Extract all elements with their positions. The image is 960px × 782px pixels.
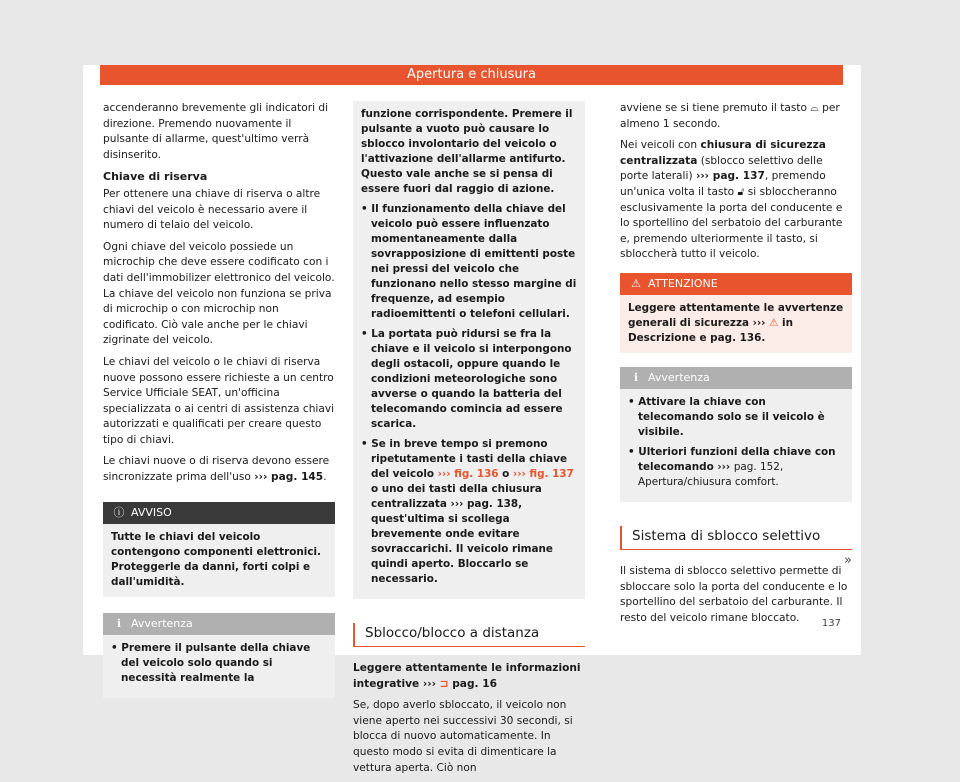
list-item: • Premere il pulsante della chiave del veicolo solo quando si necessità realmente la bbox=[111, 641, 311, 684]
avviso-body: Tutte le chiavi del veicolo contengono componenti elettronici. Proteggerle da danni, forti colpi e dall'umidità. bbox=[111, 530, 322, 588]
info-square-icon: ℹ bbox=[116, 616, 122, 630]
text: La portata può ridursi se fra la chiave e il veicolo si interpongono degli ostacoli, oppure quando le condizioni meteorologiche sono avverse o quando la batteria del telecomando comincia ad essere scarica. bbox=[371, 328, 572, 430]
page-link[interactable]: pag. 16 bbox=[448, 677, 497, 690]
avvertenza-title: Avvertenza bbox=[648, 370, 710, 384]
paragraph: Il sistema di sblocco selettivo permette di sbloccare solo la porta del conducente e lo sportellino del serbatoio del carburante. Il resto del veicolo rimane bloccato. bbox=[620, 564, 848, 624]
text: . bbox=[323, 471, 327, 484]
car-unlock-icon: ⌓ bbox=[810, 102, 819, 114]
text: avviene se si tiene premuto il tasto bbox=[620, 102, 811, 114]
avvertenza-header bbox=[103, 613, 335, 635]
page-link[interactable]: ››› pag. 137 bbox=[695, 170, 765, 183]
avviso-title: AVVISO bbox=[131, 505, 172, 519]
avviso-box bbox=[103, 502, 335, 597]
text: chiusura di sicurezza centralizzata bbox=[620, 139, 826, 167]
avviso-header bbox=[103, 502, 335, 524]
page-link[interactable]: pag. 152, Apertura/chiusura comfort. bbox=[638, 460, 784, 488]
list-item: • La portata può ridursi se fra la chiave e il veicolo si interpongono degli ostacoli, oppure quando le condizioni meteorologiche sono avverse o quando la batteria del telecomando comincia ad essere scarica. bbox=[361, 328, 572, 430]
paragraph: accenderanno brevemente gli indicatori di direzione. Premendo nuovamente il pulsante di allarme, quest'ultimo verrà disinserito. bbox=[103, 102, 329, 161]
paragraph bbox=[620, 101, 852, 132]
paragraph: Se, dopo averlo sbloccato, il veicolo non viene aperto nei successivi 30 secondi, si blocca di nuovo automaticamente. In questo modo si evita di dimenticare la vettura aperta. Ciò non bbox=[353, 699, 573, 774]
column-2 bbox=[353, 101, 585, 782]
avvertenza-box bbox=[103, 613, 335, 698]
text: Leggere attentamente le avvertenze generali di sicurezza ››› bbox=[628, 301, 844, 329]
page-link[interactable]: ››› pag. 145 bbox=[254, 471, 324, 484]
text: Se in breve tempo si premono ripetutamente i tasti della chiave del veicolo bbox=[371, 438, 568, 480]
text: Leggere attentamente le informazioni integrative ››› bbox=[353, 662, 581, 690]
attenzione-header bbox=[620, 273, 852, 295]
paragraph: Ogni chiave del veicolo possiede un microchip che deve essere codificato con i dati dell'immobilizer elettronico del veicolo. La chiave del veicolo non funziona se priva di microchip o con microchip non codificato. Ciò vale anche per le chiavi zigrinate del veicolo. bbox=[103, 240, 335, 347]
text: si sbloccheranno esclusivamente la porta del conducente e lo sportellino del serbatoio del carburante e, premendo ulteriormente il tasto, si sbloccherà tutto il veicolo. bbox=[620, 185, 843, 261]
avvertenza-body bbox=[620, 389, 852, 502]
text: in Descrizione e pag. 136. bbox=[628, 316, 793, 344]
document-page bbox=[83, 65, 861, 774]
list-item: • Se in breve tempo si premono ripetutamente i tasti della chiave del veicolo ››› fig. 136 o ››› fig. 137 o uno dei tasti della chiusura centralizzata ››› pag. 138, quest'ultima si scollega brevemente onde evitare sovraccarichi. Il veicolo rimane quindi aperto. Bloccarlo se necessario. bbox=[361, 438, 574, 585]
attenzione-body bbox=[620, 295, 852, 353]
figure-link[interactable]: ››› fig. 136 bbox=[437, 468, 499, 480]
text: Le chiavi nuove o di riserva devono essere sincronizzate prima dell'uso bbox=[103, 455, 330, 484]
text: Attivare la chiave con telecomando solo se il veicolo è visibile. bbox=[638, 395, 825, 438]
warning-triangle-icon: ⚠ bbox=[631, 276, 641, 290]
warning-triangle-icon: ⚠ bbox=[769, 316, 779, 329]
section-title-sblocco-selettivo: Sistema di sblocco selettivo bbox=[620, 526, 852, 550]
paragraph: Per ottenere una chiave di riserva o altre chiavi del veicolo è necessario avere il numero di telaio del veicolo. bbox=[103, 187, 321, 232]
heading-chiave-riserva: Chiave di riserva bbox=[103, 170, 208, 184]
intro-paragraph bbox=[353, 661, 585, 692]
text: , premendo un'unica volta il tasto bbox=[620, 170, 826, 198]
column-1 bbox=[103, 101, 335, 698]
paragraph: Le chiavi del veicolo o le chiavi di riserva nuove possono essere richieste a un centro Service Ufficiale SEAT, un'officina specializzata o ai centri di assistenza chiavi autorizzati e qualificati per creare questo tipo di chiavi. bbox=[103, 355, 335, 446]
text: Premere il pulsante della chiave del veicolo solo quando si necessità realmente la bbox=[121, 641, 311, 684]
page-header: Apertura e chiusura bbox=[100, 65, 843, 85]
section-title-sblocco-blocco: Sblocco/blocco a distanza bbox=[353, 623, 585, 647]
list-item: • Attivare la chiave con telecomando solo se il veicolo è visibile. bbox=[628, 395, 825, 438]
info-square-icon: ℹ bbox=[633, 370, 639, 384]
paragraph bbox=[103, 454, 335, 485]
text: o bbox=[498, 468, 513, 480]
avvertenza-body bbox=[103, 635, 335, 698]
page-number: 137 bbox=[821, 618, 841, 629]
avvertenza-title: Avvertenza bbox=[131, 616, 193, 630]
attenzione-box bbox=[620, 273, 852, 353]
text: (sblocco selettivo delle porte laterali) bbox=[620, 154, 823, 183]
column-3 bbox=[620, 101, 852, 632]
list-item: • Ulteriori funzioni della chiave con telecomando ››› pag. 152, Apertura/chiusura comfort. bbox=[628, 445, 836, 488]
text: Nei veicoli con bbox=[620, 139, 701, 152]
paragraph bbox=[620, 138, 852, 263]
list-item: • Il funzionamento della chiave del veicolo può essere influenzato momentaneamente dalla sovrapposizione di emittenti poste nei pressi del veicolo che funzionano nello stesso margine di frequenze, ad esempio radioemittenti o telefoni cellulari. bbox=[361, 203, 577, 320]
info-circle-icon: ⓘ bbox=[113, 505, 125, 519]
text: per almeno 1 secondo. bbox=[620, 102, 840, 130]
text: o uno dei tasti della chiusura centralizzata ››› pag. 138, quest'ultima si scollega brevemente onde evitare sovraccarichi. Il veicolo rimane quindi aperto. Bloccarlo se necessario. bbox=[371, 483, 553, 585]
continue-marker: » bbox=[844, 553, 852, 568]
paragraph: funzione corrispondente. Premere il pulsante a vuoto può causare lo sblocco involontario del veicolo o l'attivazione dell'allarme antifurto. Questo vale anche se si pensa di essere fuori dal raggio di azione. bbox=[361, 108, 573, 195]
unlock-icon: 🔓︎ bbox=[737, 185, 745, 198]
book-icon: ⊐ bbox=[439, 677, 449, 690]
avvertenza-body bbox=[353, 101, 585, 599]
figure-link[interactable]: ››› fig. 137 bbox=[512, 468, 574, 480]
avvertenza-header bbox=[620, 367, 852, 389]
attenzione-title: ATTENZIONE bbox=[648, 276, 718, 290]
text: Ulteriori funzioni della chiave con telecomando ››› bbox=[638, 445, 836, 473]
avvertenza-box-continued bbox=[353, 101, 585, 599]
avvertenza-box bbox=[620, 367, 852, 502]
text: Il funzionamento della chiave del veicolo può essere influenzato momentaneamente dalla sovrapposizione di emittenti poste nei pressi del veicolo che funzionano nello stesso margine di frequenze, ad esempio radioemittenti o telefoni cellulari. bbox=[371, 203, 577, 320]
